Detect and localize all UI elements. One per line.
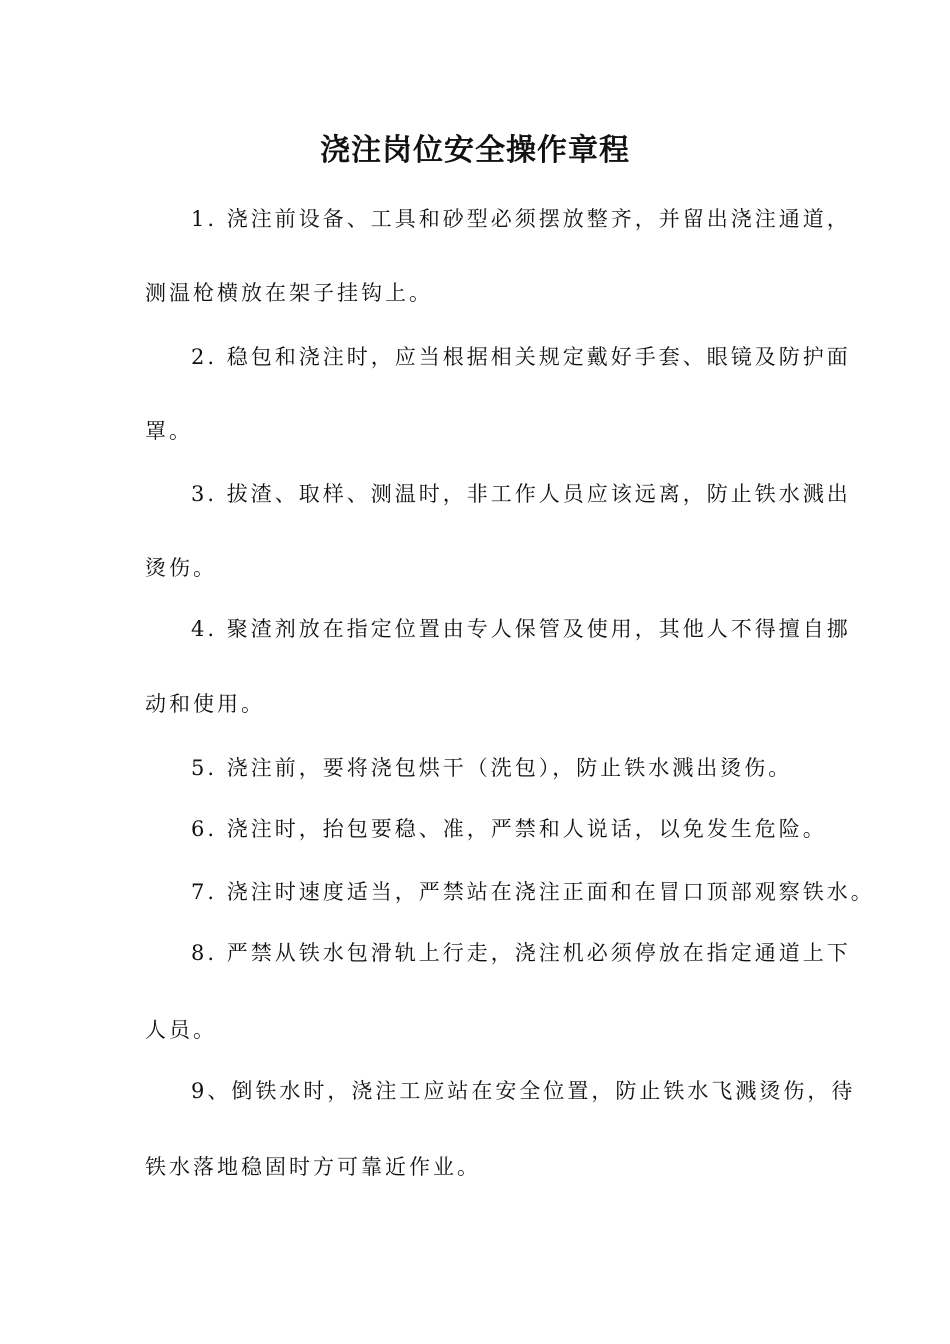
item-9-line-2: 铁水落地稳固时方可靠近作业。	[145, 1155, 481, 1179]
item-8-line-2: 人员。	[145, 1018, 217, 1042]
item-2-line-2: 罩。	[145, 419, 193, 443]
item-6-line-1: 6. 浇注时，抬包要稳、准，严禁和人说话，以免发生危险。	[191, 817, 827, 841]
item-8-line-1: 8. 严禁从铁水包滑轨上行走，浇注机必须停放在指定通道上下	[191, 941, 851, 965]
item-4-line-2: 动和使用。	[145, 692, 265, 716]
item-9-line-1: 9、倒铁水时，浇注工应站在安全位置，防止铁水飞溅烫伤，待	[191, 1079, 856, 1103]
item-3-line-1: 3. 拔渣、取样、测温时，非工作人员应该远离，防止铁水溅出	[191, 482, 851, 506]
item-2-line-1: 2. 稳包和浇注时，应当根据相关规定戴好手套、眼镜及防护面	[191, 345, 851, 369]
document-title: 浇注岗位安全操作章程	[320, 133, 630, 168]
item-1-line-2: 测温枪横放在架子挂钩上。	[145, 281, 433, 305]
item-4-line-1: 4. 聚渣剂放在指定位置由专人保管及使用，其他人不得擅自挪	[191, 617, 851, 641]
item-7-line-1: 7. 浇注时速度适当，严禁站在浇注正面和在冒口顶部观察铁水。	[191, 880, 875, 904]
item-1-line-1: 1. 浇注前设备、工具和砂型必须摆放整齐，并留出浇注通道，	[191, 207, 851, 231]
item-3-line-2: 烫伤。	[145, 556, 217, 580]
item-5-line-1: 5. 浇注前，要将浇包烘干（洗包），防止铁水溅出烫伤。	[191, 756, 793, 780]
